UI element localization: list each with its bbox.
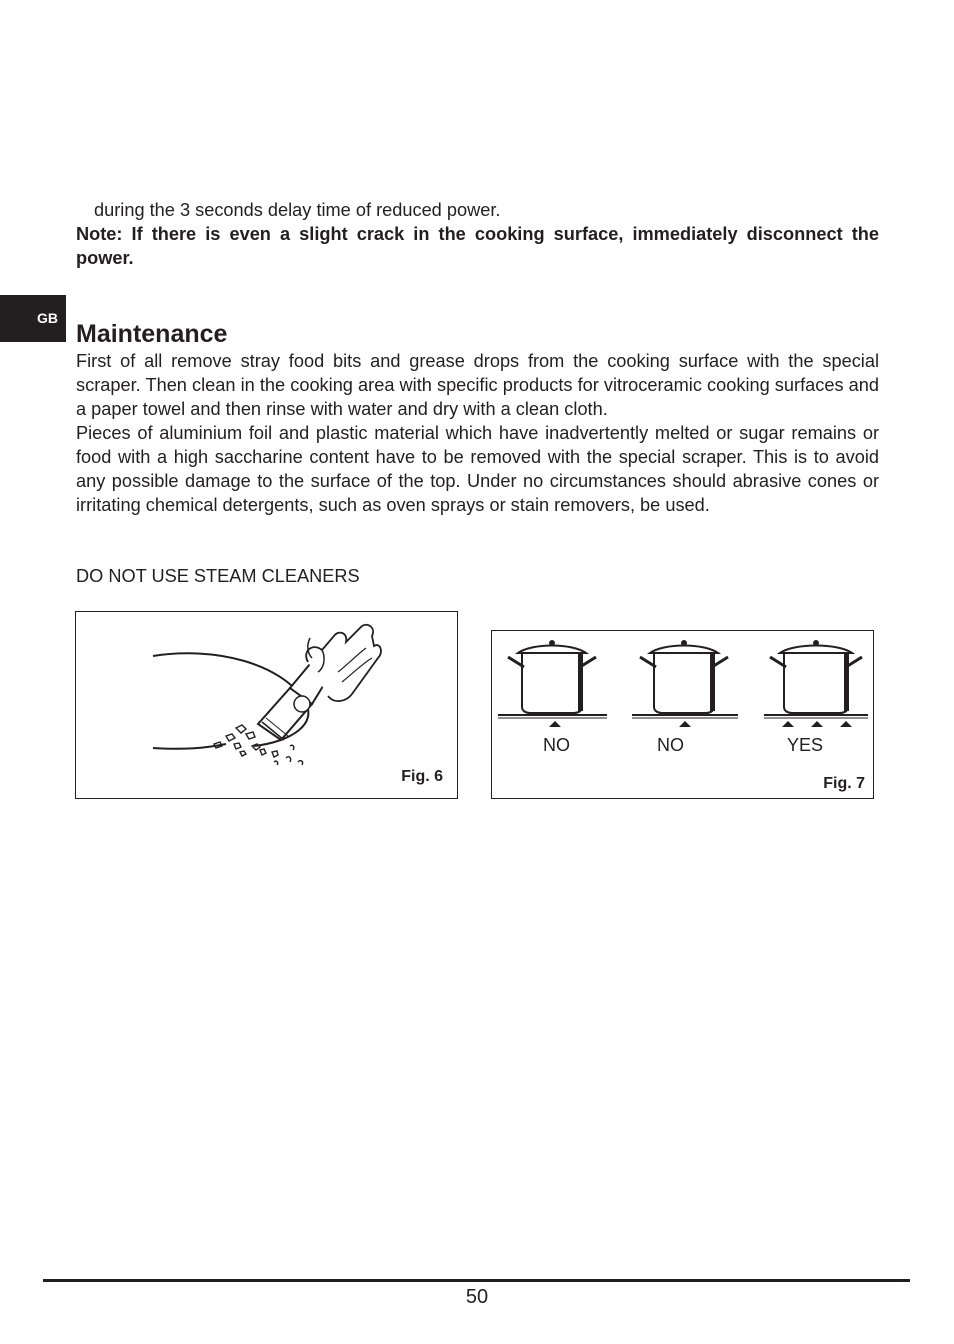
pot-placement-illustration xyxy=(492,631,873,798)
pot-too-small-icon xyxy=(498,640,607,727)
safety-note: Note: If there is even a slight crack in the cooking surface, immediately disconnect the power. xyxy=(76,224,879,268)
footer-rule xyxy=(43,1279,910,1282)
maintenance-paragraph-2: Pieces of aluminium foil and plastic material which have inadvertently melted or sugar remains or food with a high saccharine content have to be removed with the special scraper. This is to avoid any possible damage to the surface of the top. Under no circumstances should abrasive cones or irritating chemical detergents, such as oven sprays or stain removers, be used. xyxy=(76,423,879,515)
figure-7 xyxy=(491,630,874,799)
continuation-text: during the 3 seconds delay time of reduced power. xyxy=(94,200,501,220)
figure-7-caption: Fig. 7 xyxy=(823,775,865,792)
language-tab: GB xyxy=(0,295,66,342)
figure-6-caption: Fig. 6 xyxy=(401,768,443,785)
maintenance-title: Maintenance xyxy=(76,320,228,348)
pot-too-small-icon-2 xyxy=(632,640,738,727)
pot-label-2: NO xyxy=(657,735,684,755)
steam-cleaner-warning: DO NOT USE STEAM CLEANERS xyxy=(76,566,360,586)
figure-6 xyxy=(75,611,458,799)
maintenance-paragraph-1: First of all remove stray food bits and grease drops from the cooking surface with the special scraper. Then clean in the cooking area with specific products for vitroceramic cooking surfaces and a paper towel and then rinse with water and dry with a clean cloth. xyxy=(76,351,879,419)
pot-correct-icon xyxy=(764,640,868,727)
pot-label-1: NO xyxy=(543,735,570,755)
scraper-cleaning-hob-illustration xyxy=(76,612,457,798)
page-number: 50 xyxy=(465,1286,489,1308)
pot-label-3: YES xyxy=(787,735,824,755)
